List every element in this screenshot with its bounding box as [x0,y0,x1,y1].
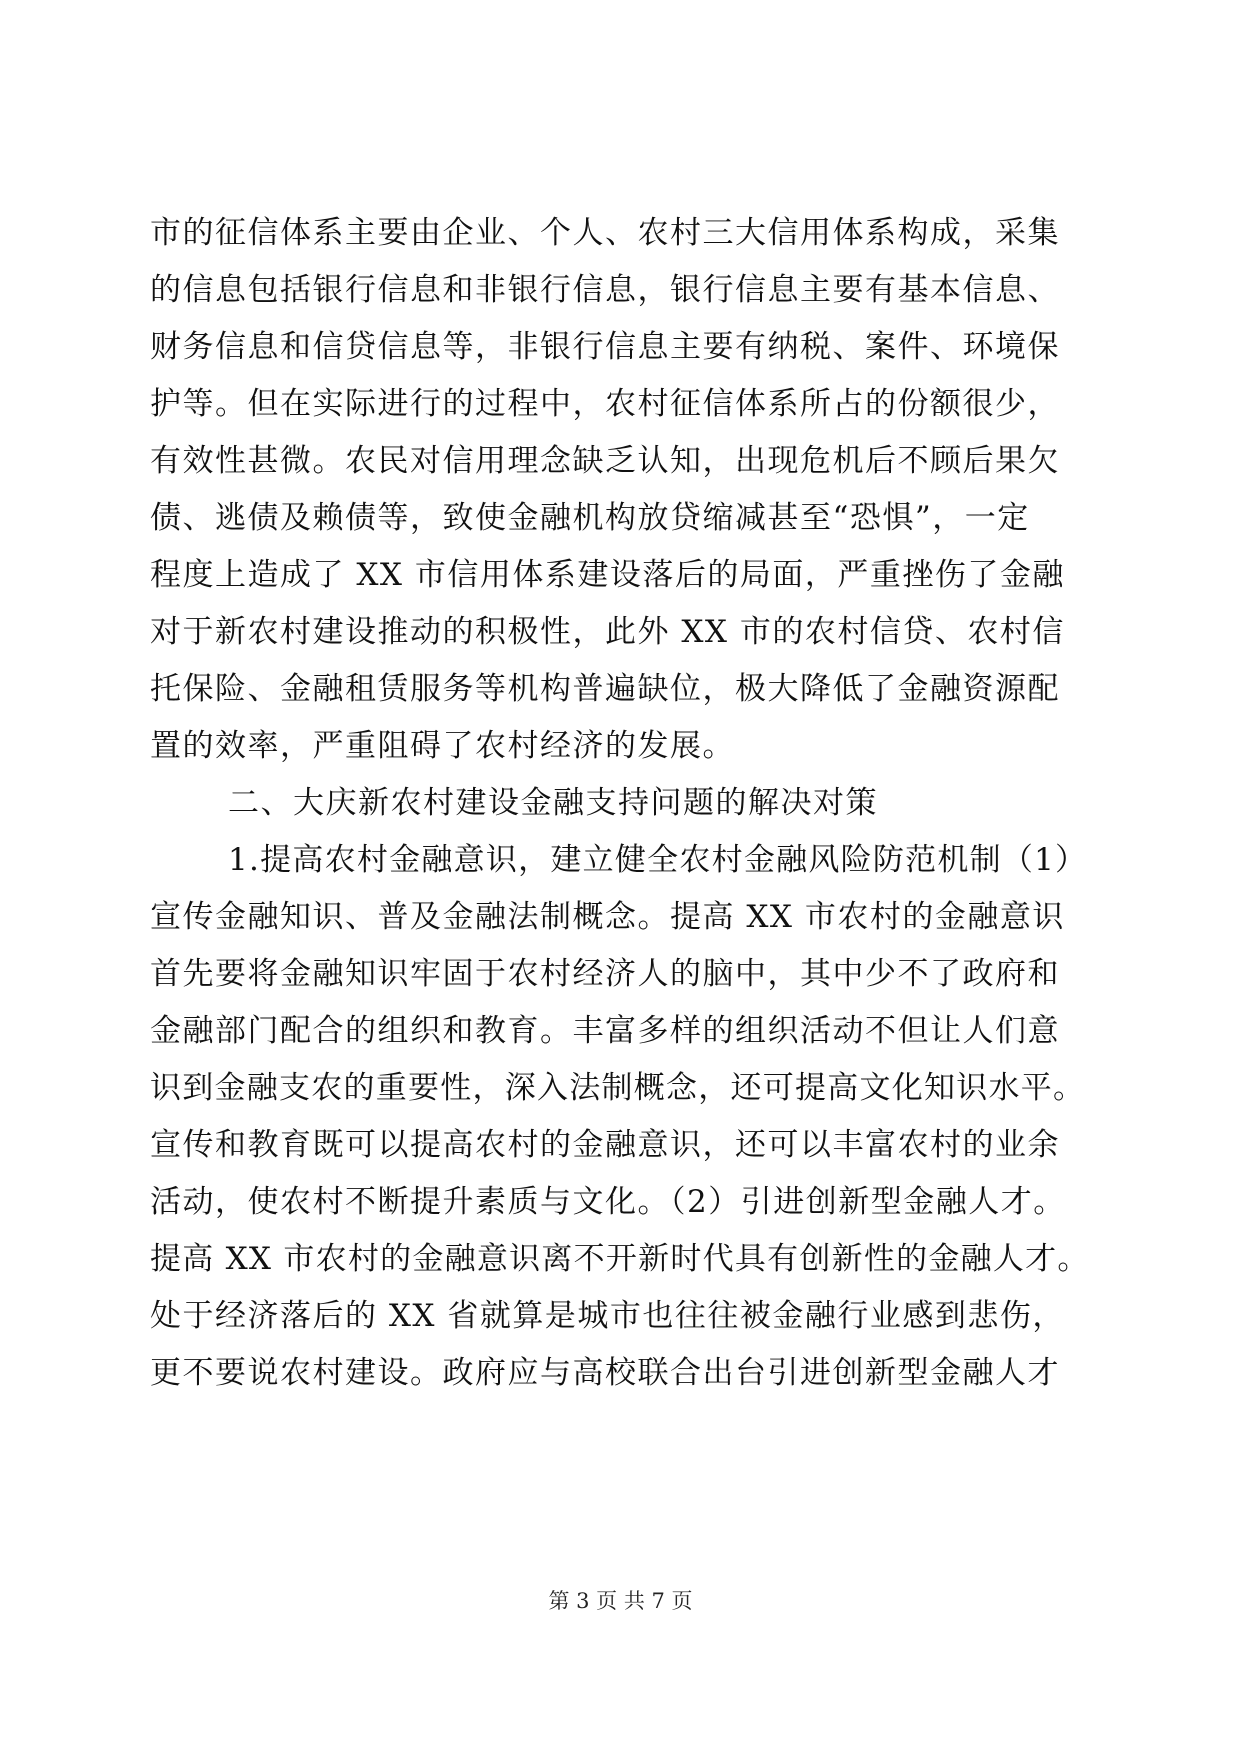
body-text-line: 财务信息和信贷信息等，非银行信息主要有纳税、案件、环境保 [150,329,1060,365]
body-text-line: 对于新农村建设推动的积极性，此外 XX 市的农村信贷、农村信 [150,614,1065,650]
subsection-heading: 1.提高农村金融意识，建立健全农村金融风险防范机制（1） [228,842,1088,878]
section-heading: 二、大庆新农村建设金融支持问题的解决对策 [228,785,878,821]
body-text-line: 金融部门配合的组织和教育。丰富多样的组织活动不但让人们意 [150,1013,1060,1049]
body-text-line: 债、逃债及赖债等，致使金融机构放贷缩减甚至“恐惧”，一定 [150,500,1030,536]
body-text-line: 置的效率，严重阻碍了农村经济的发展。 [150,728,735,764]
body-text-line: 更不要说农村建设。政府应与高校联合出台引进创新型金融人才 [150,1355,1060,1391]
body-text-line: 提高 XX 市农村的金融意识离不开新时代具有创新性的金融人才。 [150,1241,1090,1277]
body-text-line: 活动，使农村不断提升素质与文化。（2）引进创新型金融人才。 [150,1184,1066,1220]
body-text-line: 市的征信体系主要由企业、个人、农村三大信用体系构成，采集 [150,215,1060,251]
body-text-line: 首先要将金融知识牢固于农村经济人的脑中，其中少不了政府和 [150,956,1060,992]
body-text-line: 的信息包括银行信息和非银行信息，银行信息主要有基本信息、 [150,272,1060,308]
body-text-line: 宣传和教育既可以提高农村的金融意识，还可以丰富农村的业余 [150,1127,1060,1163]
body-text-line: 识到金融支农的重要性，深入法制概念，还可提高文化知识水平。 [150,1070,1086,1106]
body-text-line: 宣传金融知识、普及金融法制概念。提高 XX 市农村的金融意识 [150,899,1065,935]
body-text-line: 有效性甚微。农民对信用理念缺乏认知，出现危机后不顾后果欠 [150,443,1060,479]
body-text-line: 托保险、金融租赁服务等机构普遍缺位，极大降低了金融资源配 [150,671,1060,707]
body-text-line: 处于经济落后的 XX 省就算是城市也往往被金融行业感到悲伤， [150,1298,1065,1334]
page-footer: 第 3 页 共 7 页 [548,1589,693,1613]
body-text-line: 程度上造成了 XX 市信用体系建设落后的局面，严重挫伤了金融 [150,557,1065,593]
body-text-line: 护等。但在实际进行的过程中，农村征信体系所占的份额很少， [150,386,1060,422]
